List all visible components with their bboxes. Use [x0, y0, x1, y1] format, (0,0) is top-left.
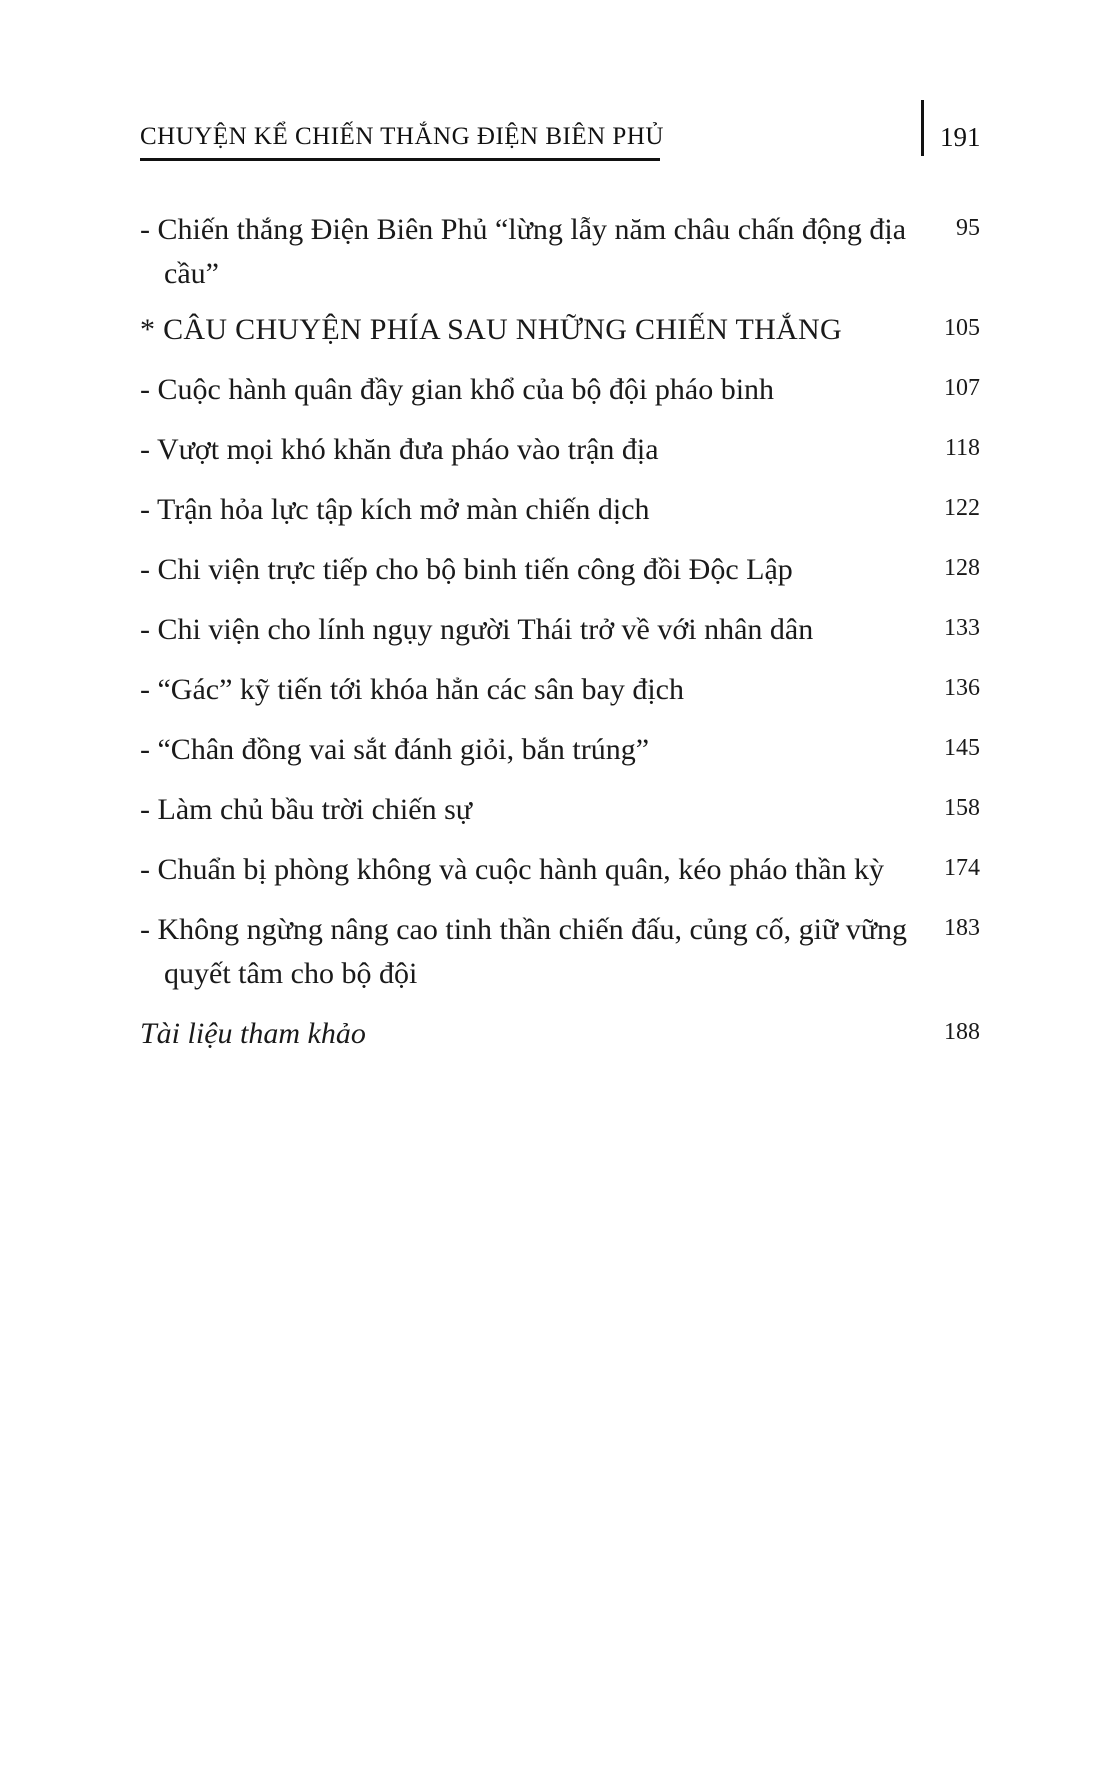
toc-entry — [140, 368, 980, 412]
toc-entry — [140, 668, 980, 712]
toc-entry — [140, 548, 980, 592]
toc-entry-title: - Cuộc hành quân đầy gian khổ của bộ đội pháo binh — [140, 373, 775, 406]
toc-entry-page: 105 — [944, 315, 980, 341]
toc-entry-page: 128 — [944, 555, 980, 581]
toc-section-heading — [140, 308, 980, 352]
running-title-underline — [140, 158, 660, 161]
table-of-contents — [140, 208, 980, 1056]
toc-entry-page: 118 — [944, 435, 980, 461]
page-number: 191 — [940, 122, 981, 152]
toc-entry-page: 145 — [944, 735, 980, 761]
toc-entry-title: - Chiến thắng Điện Biên Phủ “lừng lẫy năm châu chấn động địa cầu” — [140, 213, 907, 290]
toc-entry — [140, 908, 980, 996]
toc-entry-title: - Chi viện trực tiếp cho bộ binh tiến công đồi Độc Lập — [140, 553, 793, 586]
toc-entry — [140, 848, 980, 892]
toc-entry-page: 158 — [944, 795, 980, 821]
toc-entry-page: 95 — [956, 215, 980, 241]
toc-entry-title: - Vượt mọi khó khăn đưa pháo vào trận địa — [140, 433, 659, 466]
toc-entry-page: 136 — [944, 675, 980, 701]
toc-entry — [140, 608, 980, 652]
toc-entry — [140, 728, 980, 772]
toc-entry-page: 183 — [944, 915, 980, 941]
toc-entry-page: 188 — [944, 1019, 980, 1045]
toc-entry — [140, 428, 980, 472]
toc-entry-title: * CÂU CHUYỆN PHÍA SAU NHỮNG CHIẾN THẮNG — [140, 313, 842, 346]
toc-entry-title: - Chuẩn bị phòng không và cuộc hành quân, kéo pháo thần kỳ — [140, 853, 885, 886]
header-divider — [921, 100, 924, 156]
toc-entry-title: - “Gác” kỹ tiến tới khóa hẳn các sân bay địch — [140, 673, 684, 706]
toc-entry-title: - Trận hỏa lực tập kích mở màn chiến dịch — [140, 493, 650, 526]
toc-entry — [140, 788, 980, 832]
toc-entry-references — [140, 1012, 980, 1056]
toc-entry-title: - Không ngừng nâng cao tinh thần chiến đấu, củng cố, giữ vững quyết tâm cho bộ đội — [140, 913, 907, 990]
running-title: CHUYỆN KỂ CHIẾN THẮNG ĐIỆN BIÊN PHỦ — [140, 123, 664, 150]
toc-entry-title: - “Chân đồng vai sắt đánh giỏi, bắn trúng” — [140, 733, 650, 766]
toc-entry-page: 107 — [944, 375, 980, 401]
toc-entry-title: - Làm chủ bầu trời chiến sự — [140, 793, 473, 826]
toc-entry-title: - Chi viện cho lính ngụy người Thái trở về với nhân dân — [140, 613, 814, 646]
toc-entry — [140, 488, 980, 532]
toc-entry-title: Tài liệu tham khảo — [140, 1017, 366, 1050]
toc-entry-page: 122 — [944, 495, 980, 521]
toc-entry — [140, 208, 980, 296]
toc-entry-page: 174 — [944, 855, 980, 881]
toc-entry-page: 133 — [944, 615, 980, 641]
